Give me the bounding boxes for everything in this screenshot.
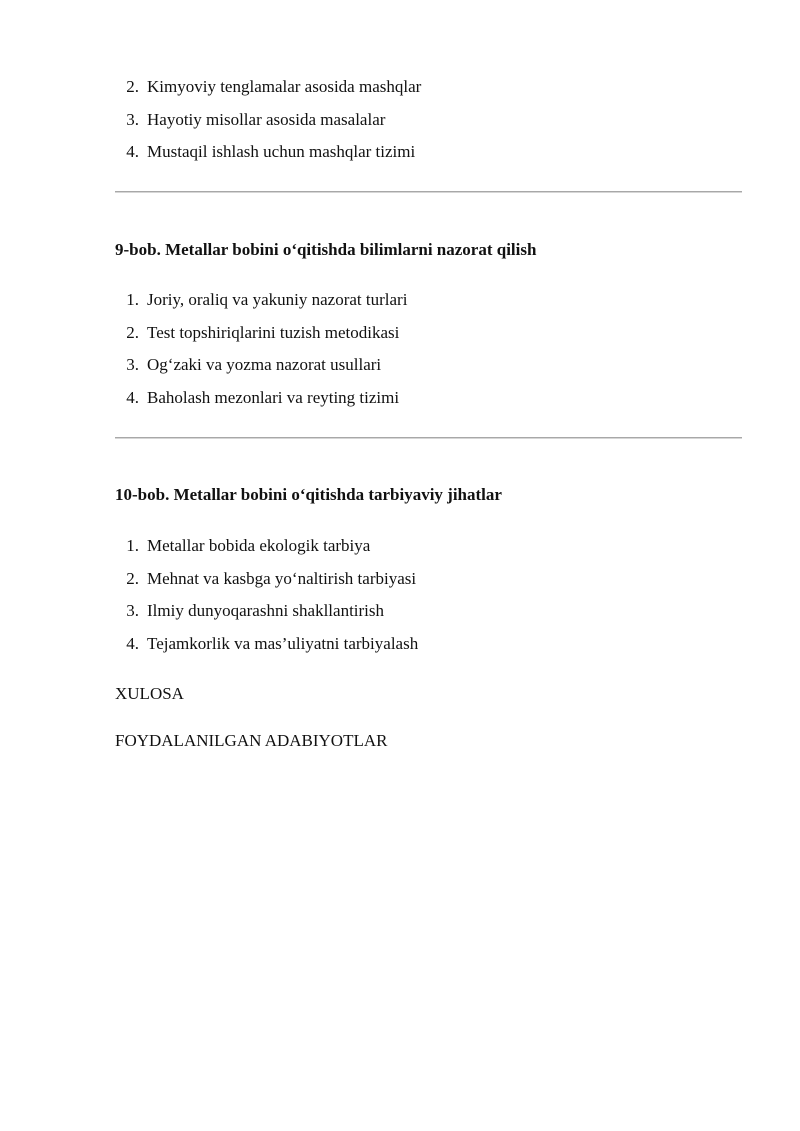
- section-divider: [115, 437, 742, 439]
- section10-list: [115, 536, 418, 667]
- list-item-text: Ilmiy dunyoqarashni shakllantirish: [147, 601, 385, 621]
- list-item-text: Metallar bobida ekologik tarbiya: [147, 536, 371, 555]
- list-item-text: Joriy, oraliq va yakuniy nazorat turlari: [147, 290, 408, 309]
- list-item-number: 3.: [126, 355, 139, 375]
- conclusion-heading: XULOSA: [115, 684, 184, 703]
- list-item-number: 3.: [126, 601, 139, 621]
- list-item: [115, 569, 418, 602]
- list-item-number: 2.: [126, 77, 139, 96]
- list-item-text: Kimyoviy tenglamalar asosida mashqlar: [147, 77, 422, 96]
- list-item-text: Baholash mezonlari va reyting tizimi: [147, 388, 400, 408]
- list-item-text: Mehnat va kasbga yo‘naltirish tarbiyasi: [147, 568, 417, 588]
- list-item-number: 3.: [126, 109, 139, 129]
- section8-list: [115, 77, 421, 175]
- section10-heading: 10-bob. Metallar bobini o‘qitishda tarbiyaviy jihatlar: [115, 485, 502, 504]
- section9-heading: 9-bob. Metallar bobini o‘qitishda bilimlarni nazorat qilish: [115, 240, 537, 259]
- section9-list: [115, 290, 407, 421]
- list-item-number: 4.: [126, 142, 139, 162]
- list-item-number: 1.: [126, 290, 139, 309]
- list-item-text: Test topshiriqlarini tuzish metodikasi: [147, 322, 400, 342]
- list-item: [115, 601, 418, 634]
- list-item-number: 1.: [126, 536, 139, 555]
- list-item: [115, 290, 407, 323]
- list-item: [115, 77, 421, 110]
- references-heading: FOYDALANILGAN ADABIYOTLAR: [115, 731, 388, 750]
- list-item: [115, 536, 418, 569]
- list-item: [115, 110, 421, 143]
- list-item-number: 2.: [126, 322, 139, 342]
- list-item-text: Mustaqil ishlash uchun mashqlar tizimi: [147, 142, 416, 162]
- list-item-text: Og‘zaki va yozma nazorat usullari: [147, 355, 382, 375]
- list-item: [115, 355, 407, 388]
- list-item: [115, 388, 407, 421]
- list-item-text: Hayotiy misollar asosida masalalar: [147, 109, 386, 129]
- list-item: [115, 634, 418, 667]
- list-item-number: 2.: [126, 568, 139, 588]
- list-item: [115, 323, 407, 356]
- list-item: [115, 142, 421, 175]
- list-item-number: 4.: [126, 388, 139, 408]
- list-item-text: Tejamkorlik va mas’uliyatni tarbiyalash: [147, 634, 419, 654]
- section-divider: [115, 191, 742, 193]
- list-item-number: 4.: [126, 634, 139, 654]
